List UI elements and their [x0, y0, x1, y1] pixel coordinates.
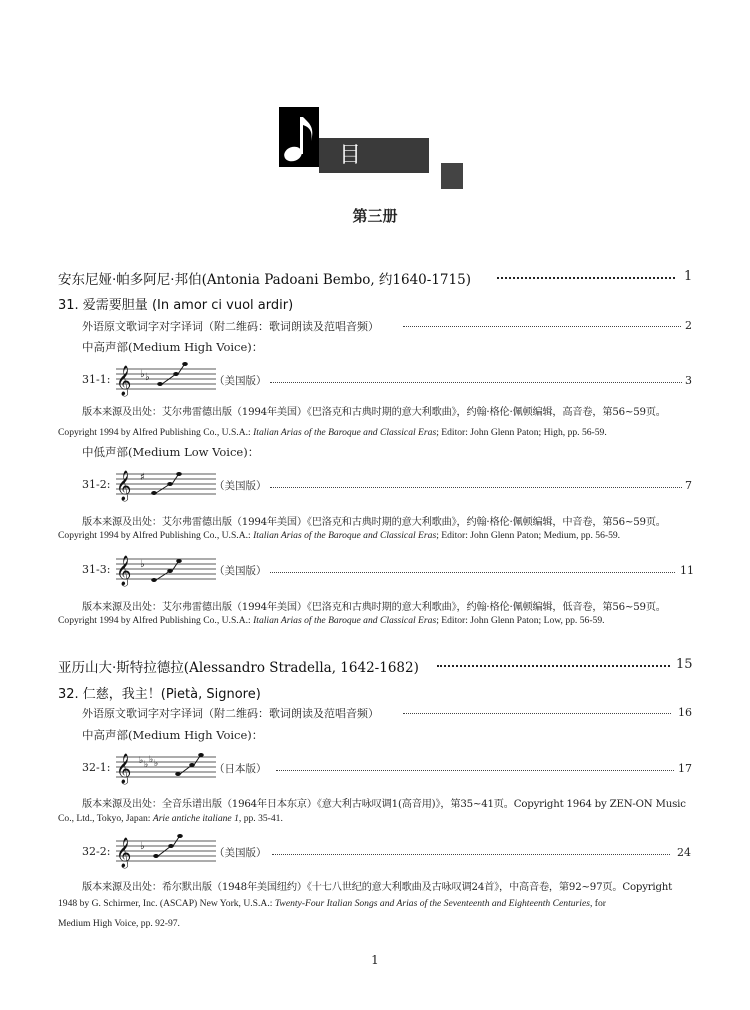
composer-entry[interactable]	[58, 656, 419, 676]
source-text: 版本来源及出处：艾尔弗雷德出版（1994年美国）《巴洛克和古典时期的意大利歌曲》，约翰·格伦·佩顿编辑，高音卷，第56~59页。	[82, 407, 666, 418]
source-text-line2: 1948 by G. Schirmer, Inc. (ASCAP) New York, U.S.A.: Twenty-Four Italian Songs and Arias of the Seventeenth and Eighteenth Centuries, for	[58, 898, 606, 909]
svg-text:♯: ♯	[140, 472, 145, 483]
leader-dots	[497, 277, 675, 279]
music-note-block	[279, 107, 319, 167]
edition-label: （日本版）	[214, 763, 267, 775]
svg-text:♭: ♭	[144, 760, 149, 770]
svg-text:♭: ♭	[145, 372, 150, 383]
footer-page-number: 1	[371, 953, 379, 967]
page-number: 3	[685, 374, 692, 387]
source-text-line2: Co., Ltd., Tokyo, Japan: Arie antiche italiane 1, pp. 35-41.	[58, 813, 283, 824]
translation-label[interactable]: 外语原文歌词字对字译词（附二维码：歌词朗读及范唱音频）	[82, 707, 379, 720]
page-number: 2	[685, 319, 692, 332]
leader-dots	[403, 713, 671, 714]
page-number: 7	[685, 479, 692, 492]
staff-incipit-icon	[116, 357, 216, 397]
score-number: 32-1:	[82, 761, 111, 774]
staff-incipit-icon	[116, 745, 216, 785]
leader-dots	[270, 487, 682, 488]
composer-name-latin: (Alessandro Stradella, 1642-1682)	[183, 660, 419, 676]
song-title[interactable]: 32. 仁慈，我主！(Pietà, Signore)	[58, 687, 261, 702]
staff-incipit-icon	[116, 462, 216, 502]
edition-label: （美国版）	[214, 480, 267, 492]
svg-text:♭: ♭	[154, 759, 159, 769]
leader-dots	[270, 382, 682, 383]
page-number: 16	[678, 706, 692, 719]
copyright-line: Copyright 1994 by Alfred Publishing Co., U.S.A.: Italian Arias of the Baroque and Classical Eras; Editor: John Glenn Paton; Low, pp. 56-59.	[58, 615, 605, 626]
svg-text:♭: ♭	[139, 756, 144, 766]
staff-incipit-icon	[116, 547, 216, 587]
composer-name-cn: 安东尼娅·帕多阿尼·邦伯	[58, 272, 202, 288]
source-text: 版本来源及出处：希尔默出版（1948年美国纽约）《十七八世纪的意大利歌曲及古咏叹调24首》，中高音卷，第92~97页。Copyright	[82, 882, 673, 893]
leader-dots	[270, 572, 675, 573]
composer-name-cn: 亚历山大·斯特拉德拉	[58, 660, 184, 676]
music-note-icon	[279, 107, 319, 167]
source-text-line3: Medium High Voice, pp. 92-97.	[58, 918, 180, 929]
staff-incipit-icon	[116, 829, 216, 869]
svg-text:♭: ♭	[140, 559, 145, 570]
score-number: 31-3:	[82, 563, 111, 576]
page-number: 11	[680, 564, 694, 577]
leader-dots	[276, 770, 674, 771]
composer-name-latin: (Antonia Padoani Bembo, 约1640-1715)	[201, 272, 471, 288]
volume-label: 第三册	[352, 207, 398, 225]
score-number: 31-1:	[82, 373, 111, 386]
svg-text:𝄞: 𝄞	[116, 366, 132, 396]
toc-title: 目 录	[319, 138, 429, 173]
page-number: 15	[676, 657, 693, 672]
leader-dots	[437, 665, 670, 667]
svg-text:𝄞: 𝄞	[116, 838, 132, 868]
svg-text:𝄞: 𝄞	[116, 556, 132, 586]
svg-text:♭: ♭	[140, 841, 145, 852]
edition-label: （美国版）	[214, 847, 267, 859]
source-text: 版本来源及出处：艾尔弗雷德出版（1994年美国）《巴洛克和古典时期的意大利歌曲》，约翰·格伦·佩顿编辑，低音卷，第56~59页。	[82, 602, 666, 613]
voice-label: 中高声部(Medium High Voice)：	[82, 728, 264, 742]
copyright-line: Copyright 1994 by Alfred Publishing Co., U.S.A.: Italian Arias of the Baroque and Classical Eras; Editor: John Glenn Paton; High, pp. 56-59.	[58, 427, 607, 438]
source-text: 版本来源及出处：艾尔弗雷德出版（1994年美国）《巴洛克和古典时期的意大利歌曲》，约翰·格伦·佩顿编辑，中音卷，第56~59页。	[82, 517, 666, 528]
source-text: 版本来源及出处：全音乐谱出版（1964年日本东京）《意大利古咏叹调1(高音用)》，第35~41页。Copyright 1964 by ZEN-ON Music	[82, 799, 686, 810]
edition-label: （美国版）	[214, 565, 267, 577]
score-number: 31-2:	[82, 478, 111, 491]
score-number: 32-2:	[82, 845, 111, 858]
voice-label: 中高声部(Medium High Voice)：	[82, 340, 264, 354]
page-number: 17	[678, 762, 692, 775]
edition-label: （美国版）	[214, 375, 267, 387]
svg-text:♭: ♭	[149, 755, 154, 765]
svg-text:𝄞: 𝄞	[116, 471, 132, 501]
translation-label[interactable]: 外语原文歌词字对字译词（附二维码：歌词朗读及范唱音频）	[82, 320, 379, 333]
page-number: 24	[677, 846, 691, 859]
page-number: 1	[684, 269, 693, 284]
svg-text:𝄞: 𝄞	[116, 754, 132, 784]
voice-label: 中低声部(Medium Low Voice)：	[82, 445, 260, 459]
leader-dots	[403, 326, 681, 327]
svg-text:♭: ♭	[140, 369, 145, 380]
composer-entry[interactable]	[58, 268, 471, 288]
song-title[interactable]: 31. 爱需要胆量 (In amor ci vuol ardir)	[58, 298, 294, 313]
leader-dots	[272, 854, 670, 855]
copyright-line: Copyright 1994 by Alfred Publishing Co., U.S.A.: Italian Arias of the Baroque and Classical Eras; Editor: John Glenn Paton; Medium, pp. 56-59.	[58, 530, 621, 541]
title-decor-square	[441, 163, 463, 189]
